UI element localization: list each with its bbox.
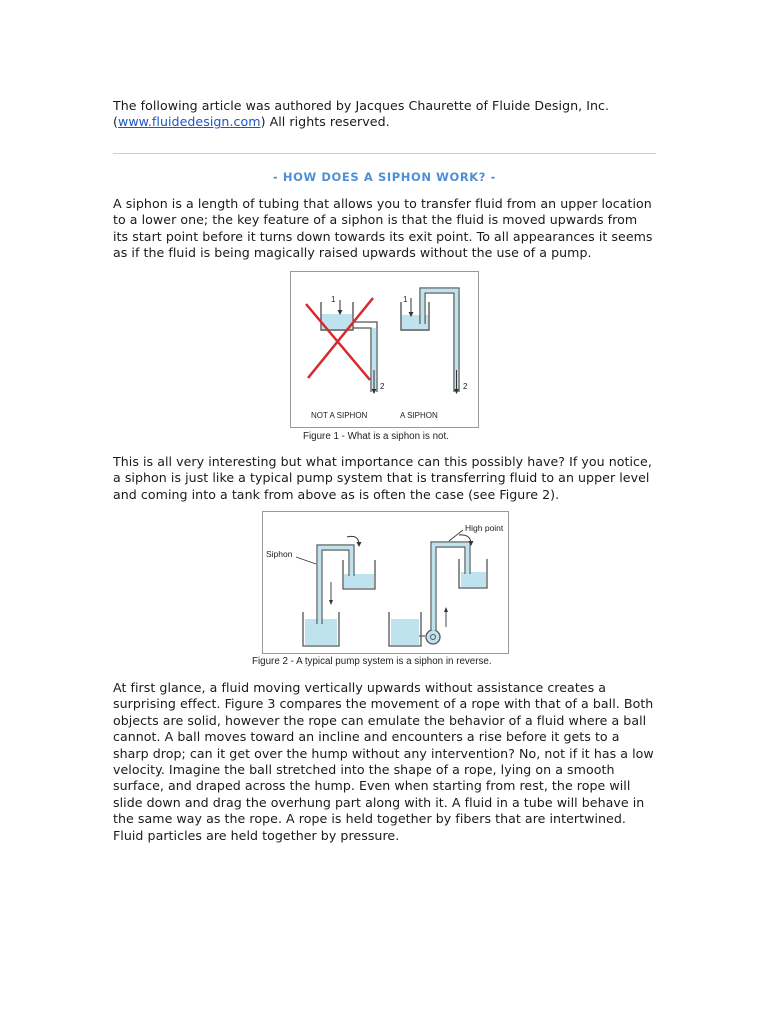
- figure-2-caption: Figure 2 - A typical pump system is a siphon in reverse.: [252, 656, 492, 667]
- not-a-siphon-diagram: [306, 295, 385, 420]
- paragraph-line: At first glance, a fluid moving vertically upwards without assistance creates a: [113, 680, 607, 695]
- figure-1-diagram: [291, 272, 478, 427]
- paragraph-line: This is all very interesting but what importance can this possibly have? If you notice,: [113, 454, 652, 469]
- figure-2: [262, 511, 509, 654]
- a-siphon-label: A SIPHON: [400, 411, 438, 420]
- figure-1-caption: Figure 1 - What is a siphon is not.: [303, 431, 449, 442]
- not-a-siphon-label: NOT A SIPHON: [311, 411, 368, 420]
- figure-1-label-1-right: 1: [403, 295, 408, 304]
- paragraph-line: the same way as the rope. A rope is held together by fibers that are intertwined.: [113, 811, 626, 827]
- figure-1-label-2-left: 2: [380, 382, 385, 391]
- paragraph-line: surprising effect. Figure 3 compares the movement of a rope with that of a ball. Both: [113, 696, 654, 712]
- paragraph-line: its start point before it turns down towards its exit point. To all appearances it seems: [113, 228, 653, 244]
- figure-1-label-2-right: 2: [463, 382, 468, 391]
- fluidedesign-link[interactable]: www.fluidedesign.com: [117, 114, 261, 130]
- paragraph-line: velocity. Imagine the ball stretched into the shape of a rope, lying on a smooth: [113, 762, 615, 778]
- paragraph-line: Fluid particles are held together by pressure.: [113, 827, 400, 843]
- siphon-label: Siphon: [266, 549, 293, 559]
- paragraph-2: [113, 454, 656, 503]
- paragraph-line: as if the fluid is being magically raised upwards without the use of a pump.: [113, 245, 592, 261]
- credit-line-1: The following article was authored by Jacques Chaurette of Fluide Design, Inc.: [113, 98, 610, 113]
- paragraph-3: [113, 680, 656, 844]
- paragraph-line: slide down and drag the overhung part along with it. A fluid in a tube will behave in: [113, 794, 645, 810]
- figure-2-diagram: [263, 512, 508, 653]
- paragraph-1: [113, 196, 656, 262]
- paragraph-line: A siphon is a length of tubing that allows you to transfer fluid from an upper location: [113, 196, 652, 211]
- paragraph-line: objects are solid, however the rope can emulate the behavior of a fluid where a ball: [113, 712, 647, 728]
- credit-line-2: (www.fluidedesign.com) All rights reserved.: [113, 114, 390, 130]
- paragraph-line: a siphon is just like a typical pump system that is transferring fluid to an upper level: [113, 470, 650, 486]
- paragraph-line: cannot. A ball moves toward an incline and encounters a rise before it gets to a: [113, 729, 620, 745]
- horizontal-divider: [113, 153, 656, 154]
- high-point-label: High point: [465, 523, 504, 533]
- credit-block: [113, 98, 656, 131]
- a-siphon-diagram: [400, 288, 468, 420]
- figure-1: [290, 271, 479, 428]
- paragraph-line: to a lower one; the key feature of a siphon is that the fluid is moved upwards from: [113, 212, 638, 228]
- paragraph-line: and coming into a tank from above as is often the case (see Figure 2).: [113, 486, 560, 502]
- siphon-system-diagram: [266, 536, 375, 646]
- figure-1-label-1-left: 1: [331, 295, 336, 304]
- paragraph-line: sharp drop; can it get over the hump without any intervention? No, not if it has a low: [113, 745, 654, 761]
- paragraph-line: surface, and draped across the hump. Even when starting from rest, the rope will: [113, 778, 631, 794]
- section-heading: - HOW DOES A SIPHON WORK? -: [272, 170, 497, 184]
- pump-system-diagram: [389, 523, 504, 646]
